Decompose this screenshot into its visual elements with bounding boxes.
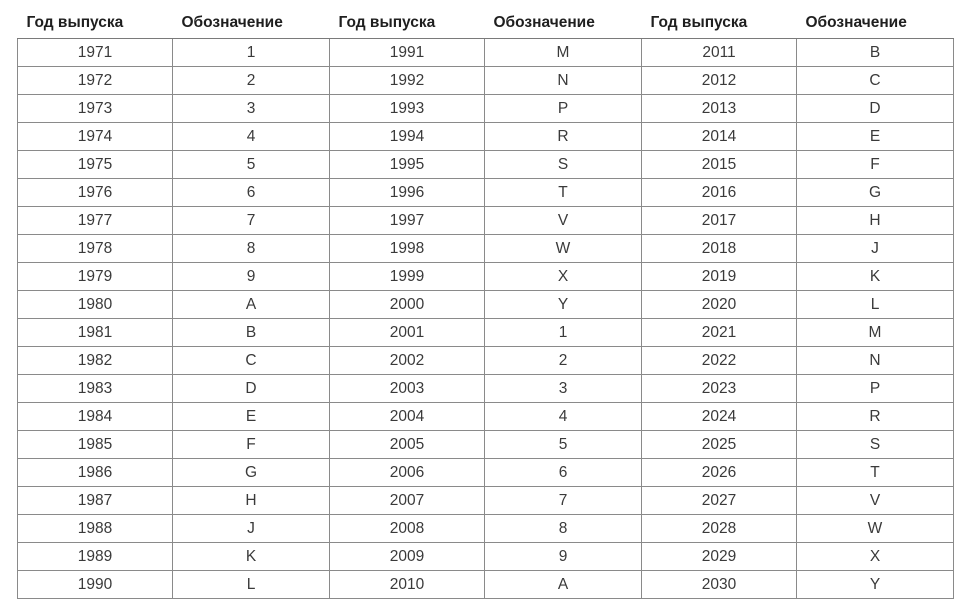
year-cell: 2029	[642, 543, 797, 571]
code-cell: 2	[173, 67, 330, 95]
year-cell: 2011	[642, 39, 797, 67]
code-cell: W	[485, 235, 642, 263]
code-cell: 1	[485, 319, 642, 347]
code-cell: 6	[173, 179, 330, 207]
year-cell: 1991	[330, 39, 485, 67]
code-cell: Y	[485, 291, 642, 319]
code-cell: V	[797, 487, 954, 515]
year-cell: 2023	[642, 375, 797, 403]
code-cell: Y	[797, 571, 954, 599]
year-cell: 1979	[18, 263, 173, 291]
year-cell: 2007	[330, 487, 485, 515]
code-cell: S	[485, 151, 642, 179]
year-cell: 2030	[642, 571, 797, 599]
table-row	[18, 39, 954, 67]
year-cell: 1981	[18, 319, 173, 347]
code-cell: S	[797, 431, 954, 459]
table-row	[18, 291, 954, 319]
year-cell: 1985	[18, 431, 173, 459]
table-row	[18, 487, 954, 515]
code-cell: T	[485, 179, 642, 207]
code-cell: K	[173, 543, 330, 571]
table-row	[18, 347, 954, 375]
table-row	[18, 319, 954, 347]
year-cell: 2000	[330, 291, 485, 319]
year-cell: 1999	[330, 263, 485, 291]
year-cell: 1976	[18, 179, 173, 207]
table-body	[18, 39, 954, 599]
code-cell: A	[485, 571, 642, 599]
code-cell: H	[173, 487, 330, 515]
code-cell: 7	[485, 487, 642, 515]
code-cell: 8	[485, 515, 642, 543]
code-cell: P	[797, 375, 954, 403]
year-cell: 2001	[330, 319, 485, 347]
code-cell: 7	[173, 207, 330, 235]
year-cell: 2004	[330, 403, 485, 431]
year-cell: 2012	[642, 67, 797, 95]
header-code-1: Обозначение	[173, 8, 330, 39]
year-cell: 1998	[330, 235, 485, 263]
table-header-row	[18, 8, 954, 39]
table-row	[18, 375, 954, 403]
year-cell: 2024	[642, 403, 797, 431]
year-cell: 1988	[18, 515, 173, 543]
year-cell: 1995	[330, 151, 485, 179]
year-cell: 2006	[330, 459, 485, 487]
code-cell: N	[797, 347, 954, 375]
code-cell: X	[485, 263, 642, 291]
year-code-table	[17, 8, 954, 599]
code-cell: 4	[173, 123, 330, 151]
year-cell: 1993	[330, 95, 485, 123]
table-row	[18, 515, 954, 543]
code-cell: 4	[485, 403, 642, 431]
year-cell: 1975	[18, 151, 173, 179]
year-cell: 1971	[18, 39, 173, 67]
year-code-table-container	[17, 8, 953, 599]
year-cell: 2010	[330, 571, 485, 599]
table-row	[18, 403, 954, 431]
year-cell: 2002	[330, 347, 485, 375]
year-cell: 2009	[330, 543, 485, 571]
code-cell: 2	[485, 347, 642, 375]
code-cell: L	[797, 291, 954, 319]
year-cell: 2015	[642, 151, 797, 179]
header-code-3: Обозначение	[797, 8, 954, 39]
code-cell: A	[173, 291, 330, 319]
header-year-2: Год выпуска	[330, 8, 485, 39]
year-cell: 1994	[330, 123, 485, 151]
year-cell: 1978	[18, 235, 173, 263]
table-row	[18, 263, 954, 291]
year-cell: 1972	[18, 67, 173, 95]
code-cell: G	[797, 179, 954, 207]
code-cell: C	[797, 67, 954, 95]
year-cell: 2008	[330, 515, 485, 543]
year-cell: 1973	[18, 95, 173, 123]
year-cell: 1984	[18, 403, 173, 431]
year-cell: 2027	[642, 487, 797, 515]
year-cell: 2020	[642, 291, 797, 319]
year-cell: 1989	[18, 543, 173, 571]
year-cell: 2013	[642, 95, 797, 123]
year-cell: 2017	[642, 207, 797, 235]
table-row	[18, 179, 954, 207]
year-cell: 2003	[330, 375, 485, 403]
year-cell: 2022	[642, 347, 797, 375]
code-cell: G	[173, 459, 330, 487]
header-year-3: Год выпуска	[642, 8, 797, 39]
year-cell: 2018	[642, 235, 797, 263]
year-cell: 2016	[642, 179, 797, 207]
code-cell: C	[173, 347, 330, 375]
year-cell: 1990	[18, 571, 173, 599]
year-cell: 1983	[18, 375, 173, 403]
code-cell: R	[797, 403, 954, 431]
code-cell: W	[797, 515, 954, 543]
table-row	[18, 95, 954, 123]
table-row	[18, 123, 954, 151]
code-cell: 1	[173, 39, 330, 67]
table-row	[18, 543, 954, 571]
year-cell: 2005	[330, 431, 485, 459]
code-cell: 5	[485, 431, 642, 459]
code-cell: F	[797, 151, 954, 179]
header-year-1: Год выпуска	[18, 8, 173, 39]
header-code-2: Обозначение	[485, 8, 642, 39]
code-cell: H	[797, 207, 954, 235]
year-cell: 1986	[18, 459, 173, 487]
year-cell: 1982	[18, 347, 173, 375]
code-cell: L	[173, 571, 330, 599]
code-cell: 9	[173, 263, 330, 291]
code-cell: B	[797, 39, 954, 67]
code-cell: J	[173, 515, 330, 543]
code-cell: V	[485, 207, 642, 235]
table-row	[18, 207, 954, 235]
year-cell: 1987	[18, 487, 173, 515]
code-cell: 9	[485, 543, 642, 571]
year-cell: 2028	[642, 515, 797, 543]
table-row	[18, 459, 954, 487]
code-cell: J	[797, 235, 954, 263]
code-cell: M	[485, 39, 642, 67]
code-cell: 3	[485, 375, 642, 403]
code-cell: 8	[173, 235, 330, 263]
code-cell: B	[173, 319, 330, 347]
code-cell: E	[797, 123, 954, 151]
code-cell: P	[485, 95, 642, 123]
code-cell: 6	[485, 459, 642, 487]
table-row	[18, 235, 954, 263]
code-cell: 5	[173, 151, 330, 179]
year-cell: 1997	[330, 207, 485, 235]
code-cell: 3	[173, 95, 330, 123]
code-cell: N	[485, 67, 642, 95]
year-cell: 1980	[18, 291, 173, 319]
table-row	[18, 67, 954, 95]
code-cell: T	[797, 459, 954, 487]
year-cell: 1974	[18, 123, 173, 151]
year-cell: 2025	[642, 431, 797, 459]
code-cell: X	[797, 543, 954, 571]
code-cell: M	[797, 319, 954, 347]
code-cell: R	[485, 123, 642, 151]
table-row	[18, 151, 954, 179]
year-cell: 1992	[330, 67, 485, 95]
code-cell: D	[173, 375, 330, 403]
table-row	[18, 431, 954, 459]
code-cell: F	[173, 431, 330, 459]
code-cell: E	[173, 403, 330, 431]
year-cell: 2019	[642, 263, 797, 291]
year-cell: 2021	[642, 319, 797, 347]
code-cell: K	[797, 263, 954, 291]
year-cell: 1977	[18, 207, 173, 235]
code-cell: D	[797, 95, 954, 123]
year-cell: 2014	[642, 123, 797, 151]
year-cell: 1996	[330, 179, 485, 207]
year-cell: 2026	[642, 459, 797, 487]
table-row	[18, 571, 954, 599]
